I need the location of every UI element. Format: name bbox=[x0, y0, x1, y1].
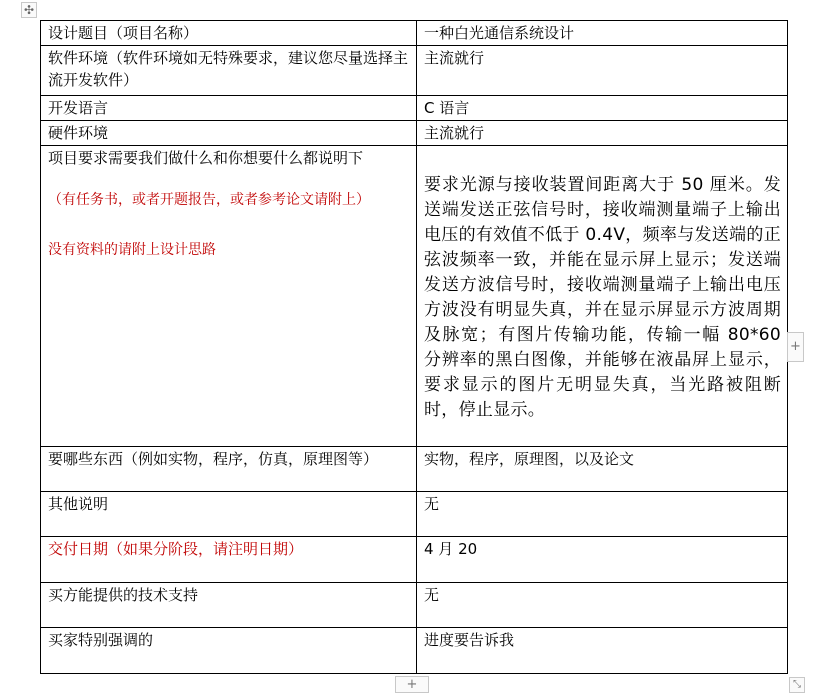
add-row-icon[interactable]: + bbox=[395, 676, 429, 693]
table-row bbox=[41, 21, 788, 46]
table-row bbox=[41, 121, 788, 146]
table-row bbox=[41, 583, 788, 628]
label-cell-tech-support[interactable]: 买方能提供的技术支持 bbox=[41, 583, 417, 628]
table-row bbox=[41, 537, 788, 583]
table-resize-icon[interactable]: ⤡ bbox=[789, 677, 805, 693]
table-move-icon[interactable]: ✣ bbox=[21, 2, 37, 18]
value-cell-buyer-emphasis[interactable]: 进度要告诉我 bbox=[417, 628, 788, 674]
value-cell-other-notes[interactable]: 无 bbox=[417, 492, 788, 537]
label-cell-language[interactable]: 开发语言 bbox=[41, 96, 417, 121]
table-row bbox=[41, 96, 788, 121]
label-cell-deliverables[interactable]: 要哪些东西（例如实物，程序，仿真，原理图等） bbox=[41, 447, 417, 492]
label-cell-software-env[interactable]: 软件环境（软件环境如无特殊要求，建议您尽量选择主流开发软件） bbox=[41, 46, 417, 96]
value-cell-tech-support[interactable]: 无 bbox=[417, 583, 788, 628]
value-cell-deliverables[interactable]: 实物，程序，原理图，以及论文 bbox=[417, 447, 788, 492]
table-row bbox=[41, 492, 788, 537]
value-cell-delivery-date[interactable]: 4 月 20 bbox=[417, 537, 788, 583]
label-cell-requirements[interactable] bbox=[41, 146, 417, 447]
value-cell-hardware-env[interactable]: 主流就行 bbox=[417, 121, 788, 146]
table-row bbox=[41, 628, 788, 674]
design-idea-note: 没有资料的请附上设计思路 bbox=[48, 242, 216, 258]
table-row bbox=[41, 447, 788, 492]
requirements-question: 项目要求需要我们做什么和你想要什么都说明下 bbox=[48, 149, 364, 167]
project-requirements-table bbox=[40, 20, 788, 674]
requirements-text: 要求光源与接收装置间距离大于 50 厘米。发送端发送正弦信号时，接收端测量端子上输出电压的有效值不低于 0.4V，频率与发送端的正弦波频率一致，并能在显示屏上显示；发送端发送方波信号时，接收端测量端子上输出电压方波没有明显失真，并在显示屏显示方波周期及脉宽；有图片传输功能，传输一幅 80*60 分辨率的黑白图像，并能够在液晶屏上显示，要求显示的图片无明显失真，当光路被阻断时，停止显示。 bbox=[424, 175, 781, 420]
table-row bbox=[41, 46, 788, 96]
label-cell-other-notes[interactable]: 其他说明 bbox=[41, 492, 417, 537]
value-cell-project-title[interactable]: 一种白光通信系统设计 bbox=[417, 21, 788, 46]
label-cell-delivery-date[interactable]: 交付日期（如果分阶段，请注明日期） bbox=[41, 537, 417, 583]
label-cell-project-title[interactable]: 设计题目（项目名称） bbox=[41, 21, 417, 46]
label-cell-buyer-emphasis[interactable]: 买家特别强调的 bbox=[41, 628, 417, 674]
table-row bbox=[41, 146, 788, 447]
value-cell-software-env[interactable]: 主流就行 bbox=[417, 46, 788, 96]
label-cell-hardware-env[interactable]: 硬件环境 bbox=[41, 121, 417, 146]
attachment-note: （有任务书，或者开题报告，或者参考论文请附上） bbox=[48, 192, 370, 208]
value-cell-language[interactable]: C 语言 bbox=[417, 96, 788, 121]
value-cell-requirements[interactable] bbox=[417, 146, 788, 447]
add-column-icon[interactable]: + bbox=[787, 332, 804, 362]
